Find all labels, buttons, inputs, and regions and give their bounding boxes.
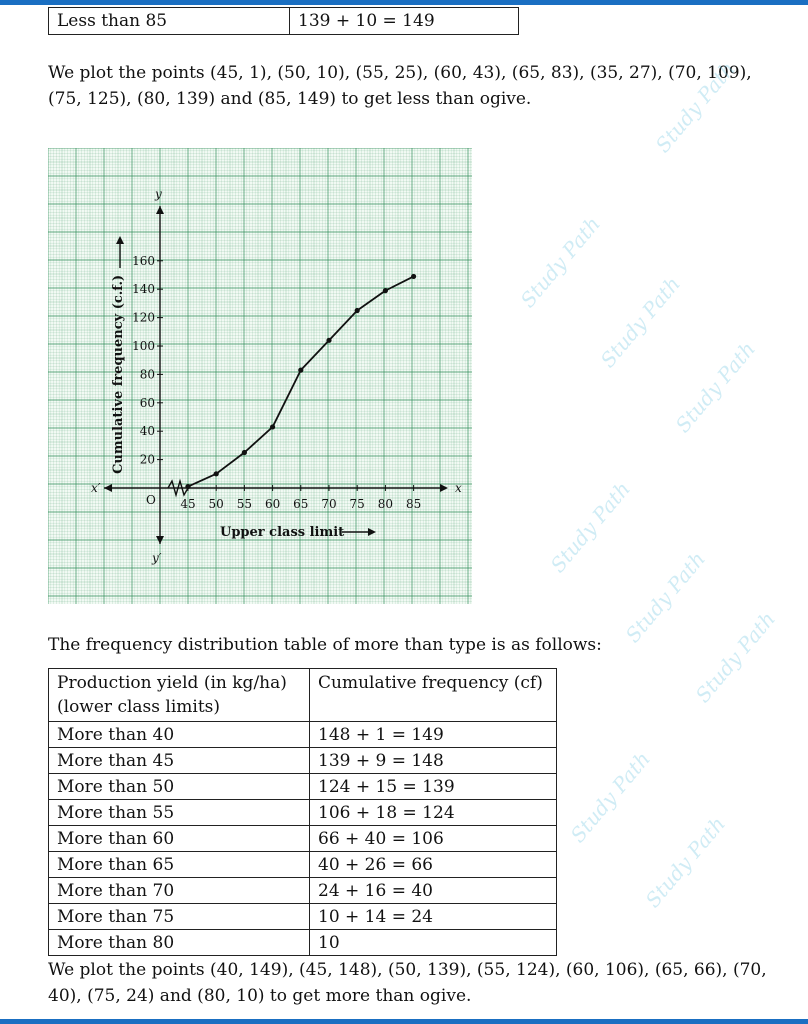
table-row bbox=[49, 852, 557, 878]
ogive-data-point bbox=[383, 288, 388, 293]
top-accent-bar bbox=[0, 0, 808, 5]
table-row bbox=[49, 826, 557, 852]
table-cell-value: 66 + 40 = 106 bbox=[310, 826, 557, 852]
table-row bbox=[49, 904, 557, 930]
y-tick-label: 20 bbox=[139, 452, 155, 467]
y-tick-label: 40 bbox=[139, 424, 155, 439]
y-tick-label: 120 bbox=[132, 310, 155, 325]
x-axis-letter: x bbox=[455, 481, 462, 495]
less-than-ogive-paragraph: We plot the points (45, 1), (50, 10), (55, 25), (60, 43), (65, 83), (35, 27), (70, 109), (75, 125), (80, 139) and (85, 149) to get less than ogive. bbox=[48, 63, 752, 109]
table-header-cell-cf: Cumulative frequency (cf) bbox=[310, 669, 557, 722]
less-than-table-tail bbox=[48, 7, 519, 35]
y-tick-label: 100 bbox=[132, 339, 155, 353]
table-row bbox=[49, 8, 519, 35]
x-tick-label: 80 bbox=[377, 497, 394, 511]
table-cell-value: 40 + 26 = 66 bbox=[310, 852, 557, 878]
table-row bbox=[49, 800, 557, 826]
ogive-data-point bbox=[270, 424, 275, 429]
more-than-intro-paragraph: The frequency distribution table of more than type is as follows: bbox=[48, 635, 602, 655]
watermark: Study Path bbox=[670, 336, 760, 438]
watermark: Study Path bbox=[640, 811, 730, 913]
bottom-accent-bar bbox=[0, 1019, 808, 1024]
watermark: Study Path bbox=[595, 271, 685, 373]
x-axis-title: Upper class limit bbox=[220, 525, 345, 540]
table-cell-value: 10 + 14 = 24 bbox=[310, 904, 557, 930]
more-than-ogive-paragraph: We plot the points (40, 149), (45, 148), (50, 139), (55, 124), (60, 106), (65, 66), (70, 40), (75, 24) and (80, 10) to get more than ogive. bbox=[48, 960, 767, 1006]
table-row bbox=[49, 748, 557, 774]
ogive-data-point bbox=[298, 368, 303, 373]
table-cell-label: More than 40 bbox=[49, 722, 310, 748]
x-tick-label: 70 bbox=[321, 497, 337, 511]
x-tick-label: 85 bbox=[405, 497, 422, 511]
y-neg-axis-letter: y′ bbox=[152, 551, 162, 565]
watermark: Study Path bbox=[515, 211, 605, 313]
x-tick-label: 75 bbox=[349, 497, 365, 511]
ogive-graph-svg bbox=[48, 148, 472, 604]
more-than-frequency-table bbox=[48, 668, 557, 956]
table-cell-value: 124 + 15 = 139 bbox=[310, 774, 557, 800]
table-cell-label: Less than 85 bbox=[49, 8, 290, 35]
less-than-ogive-chart bbox=[48, 148, 472, 604]
table-cell-value: 139 + 10 = 149 bbox=[290, 8, 519, 35]
ogive-data-point bbox=[411, 274, 416, 279]
ogive-data-point bbox=[214, 471, 219, 476]
x-neg-axis-letter: x′ bbox=[91, 481, 101, 495]
watermark: Study Path bbox=[690, 606, 780, 708]
table-row bbox=[49, 930, 557, 956]
table-header-row bbox=[49, 669, 557, 722]
table-row bbox=[49, 878, 557, 904]
y-axis-letter: y bbox=[155, 187, 162, 201]
table-cell-label: More than 75 bbox=[49, 904, 310, 930]
ogive-data-point bbox=[355, 308, 360, 313]
table-cell-value: 24 + 16 = 40 bbox=[310, 878, 557, 904]
y-axis-title: Cumulative frequency (c.f.) bbox=[111, 274, 126, 474]
table-cell-value: 139 + 9 = 148 bbox=[310, 748, 557, 774]
origin-label: O bbox=[146, 493, 156, 507]
x-tick-label: 45 bbox=[180, 497, 196, 511]
x-tick-label: 55 bbox=[236, 497, 253, 511]
watermark: Study Path bbox=[620, 546, 710, 648]
table-cell-label: More than 65 bbox=[49, 852, 310, 878]
table-cell-value: 148 + 1 = 149 bbox=[310, 722, 557, 748]
x-tick-label: 65 bbox=[293, 497, 309, 511]
y-tick-label: 160 bbox=[132, 253, 155, 268]
table-row bbox=[49, 722, 557, 748]
ogive-data-point bbox=[185, 484, 190, 489]
table-cell-label: More than 60 bbox=[49, 826, 310, 852]
x-tick-label: 50 bbox=[208, 497, 224, 511]
y-tick-label: 80 bbox=[139, 367, 155, 382]
table-cell-label: More than 70 bbox=[49, 878, 310, 904]
table-cell-label: More than 80 bbox=[49, 930, 310, 956]
table-cell-label: More than 50 bbox=[49, 774, 310, 800]
x-tick-label: 60 bbox=[264, 497, 281, 511]
watermark: Study Path bbox=[650, 56, 740, 158]
table-cell-value: 106 + 18 = 124 bbox=[310, 800, 557, 826]
table-cell-label: More than 45 bbox=[49, 748, 310, 774]
table-cell-value: 10 bbox=[310, 930, 557, 956]
table-header-cell-class: Production yield (in kg/ha) (lower class limits) bbox=[49, 669, 310, 722]
ogive-data-point bbox=[326, 338, 331, 343]
ogive-data-point bbox=[242, 450, 247, 455]
watermark: Study Path bbox=[565, 746, 655, 848]
table-row bbox=[49, 774, 557, 800]
y-tick-label: 140 bbox=[132, 282, 155, 297]
y-tick-label: 60 bbox=[139, 395, 155, 410]
table-cell-label: More than 55 bbox=[49, 800, 310, 826]
watermark: Study Path bbox=[545, 476, 635, 578]
